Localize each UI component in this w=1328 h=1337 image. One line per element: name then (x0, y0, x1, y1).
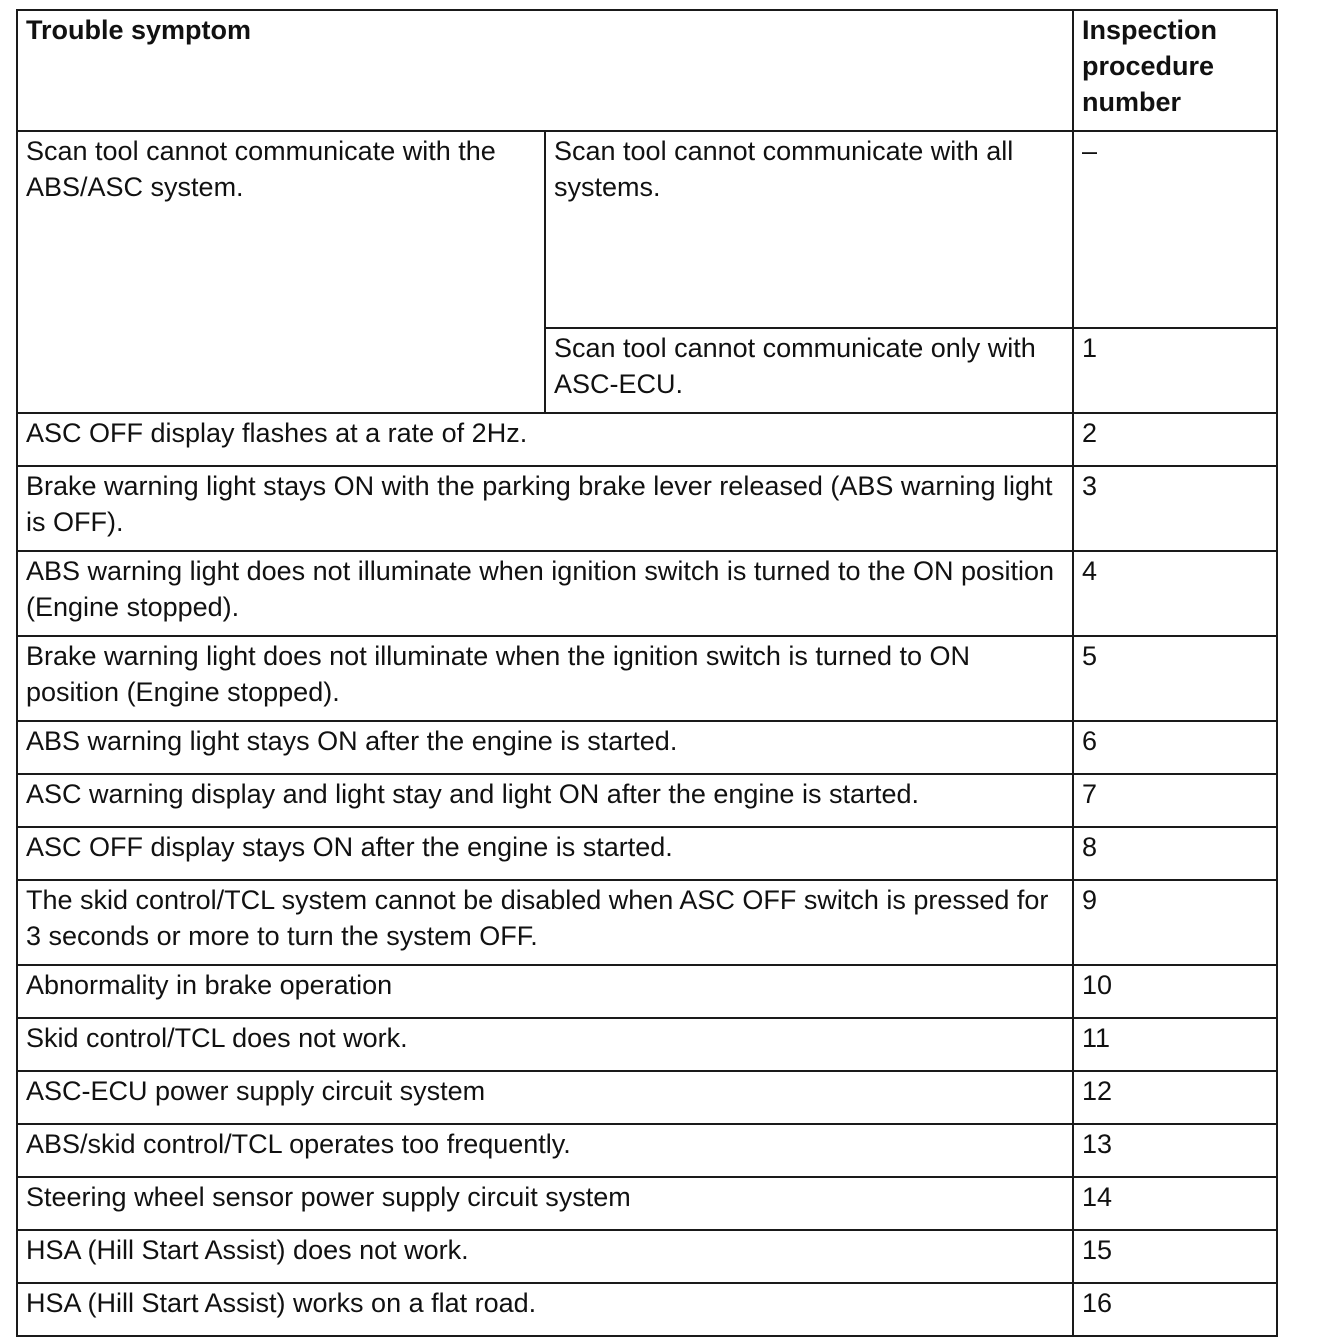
table-row (17, 721, 1277, 774)
symptom-cell: HSA (Hill Start Assist) does not work. (17, 1230, 1073, 1283)
table-header-row (17, 10, 1277, 131)
procedure-number: 11 (1073, 1018, 1277, 1071)
table-row (17, 1071, 1277, 1124)
header-trouble-symptom: Trouble symptom (17, 10, 1073, 131)
procedure-number: 3 (1073, 466, 1277, 551)
procedure-number: 2 (1073, 413, 1277, 466)
header-inspection-procedure-number: Inspection procedure number (1073, 10, 1277, 131)
symptom-cell: Abnormality in brake operation (17, 965, 1073, 1018)
symptom-cell: ASC OFF display flashes at a rate of 2Hz. (17, 413, 1073, 466)
procedure-number: 14 (1073, 1177, 1277, 1230)
table-row (17, 636, 1277, 721)
table-row (17, 413, 1277, 466)
procedure-number: 10 (1073, 965, 1277, 1018)
table-row (17, 1124, 1277, 1177)
table-row (17, 880, 1277, 965)
procedure-number: 13 (1073, 1124, 1277, 1177)
procedure-number: 8 (1073, 827, 1277, 880)
procedure-number: 1 (1073, 328, 1277, 413)
symptom-cell: The skid control/TCL system cannot be disabled when ASC OFF switch is pressed for 3 seconds or more to turn the system OFF. (17, 880, 1073, 965)
symptom-cell: Steering wheel sensor power supply circuit system (17, 1177, 1073, 1230)
procedure-number: 4 (1073, 551, 1277, 636)
table-row (17, 1283, 1277, 1336)
group-main-symptom: Scan tool cannot communicate with the ABS/ASC system. (17, 131, 545, 413)
symptom-cell: ABS warning light does not illuminate when ignition switch is turned to the ON position (Engine stopped). (17, 551, 1073, 636)
symptom-cell: ASC OFF display stays ON after the engine is started. (17, 827, 1073, 880)
symptom-cell: ASC-ECU power supply circuit system (17, 1071, 1073, 1124)
procedure-number: 7 (1073, 774, 1277, 827)
symptom-cell: Brake warning light does not illuminate when the ignition switch is turned to ON position (Engine stopped). (17, 636, 1073, 721)
procedure-number: 12 (1073, 1071, 1277, 1124)
procedure-number: 16 (1073, 1283, 1277, 1336)
trouble-symptom-table (16, 9, 1278, 1337)
symptom-cell: Skid control/TCL does not work. (17, 1018, 1073, 1071)
procedure-number: 5 (1073, 636, 1277, 721)
procedure-number: – (1073, 131, 1277, 328)
table-row (17, 774, 1277, 827)
procedure-number: 6 (1073, 721, 1277, 774)
procedure-number: 15 (1073, 1230, 1277, 1283)
table-row (17, 551, 1277, 636)
table-row (17, 965, 1277, 1018)
table-row (17, 827, 1277, 880)
symptom-cell: Brake warning light stays ON with the parking brake lever released (ABS warning light is OFF). (17, 466, 1073, 551)
procedure-number: 9 (1073, 880, 1277, 965)
symptom-cell: ABS warning light stays ON after the engine is started. (17, 721, 1073, 774)
table-row (17, 1018, 1277, 1071)
trouble-symptom-table-container (16, 9, 1278, 1337)
table-row (17, 466, 1277, 551)
table-row (17, 131, 1277, 328)
group-sub-symptom: Scan tool cannot communicate only with ASC-ECU. (545, 328, 1073, 413)
symptom-cell: ABS/skid control/TCL operates too frequently. (17, 1124, 1073, 1177)
table-row (17, 1177, 1277, 1230)
symptom-cell: ASC warning display and light stay and light ON after the engine is started. (17, 774, 1073, 827)
table-row (17, 1230, 1277, 1283)
symptom-cell: HSA (Hill Start Assist) works on a flat road. (17, 1283, 1073, 1336)
group-sub-symptom: Scan tool cannot communicate with all systems. (545, 131, 1073, 328)
